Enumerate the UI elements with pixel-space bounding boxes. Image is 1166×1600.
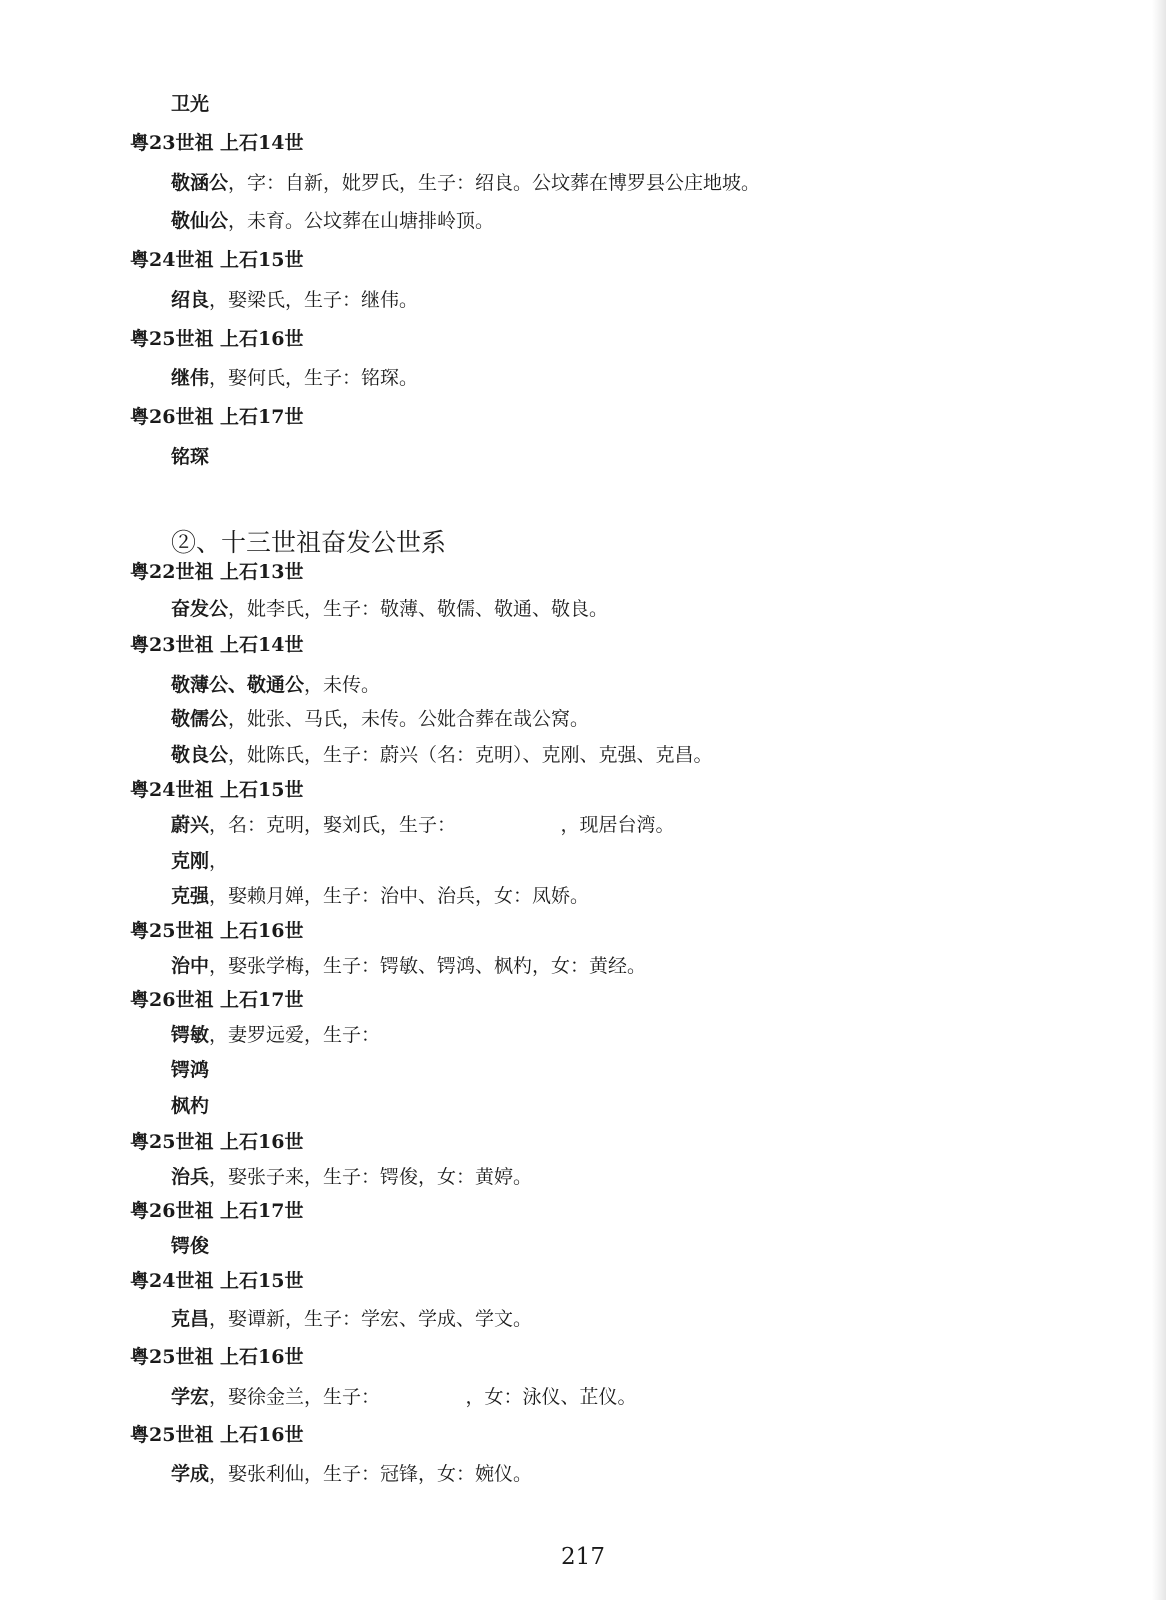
person-name: 铭琛 <box>171 446 210 468</box>
person-details: ，未育。公坟葬在山塘排岭顶。 <box>228 210 495 232</box>
person-details: ，娶何氏，生子：铭琛。 <box>209 367 419 389</box>
person-name: 敬良公 <box>171 744 229 766</box>
person-entry <box>171 287 418 313</box>
person-details: ，名：克明，娶刘氏，生子： ，现居台湾。 <box>209 814 675 836</box>
person-details: ，妣李氏，生子：敬薄、敬儒、敬通、敬良。 <box>228 598 609 620</box>
person-name: 治中 <box>171 955 210 977</box>
person-name: 枫杓 <box>171 1095 210 1117</box>
person-details: ，娶张利仙，生子：冠锋，女：婉仪。 <box>209 1463 533 1485</box>
person-details: ，妣陈氏，生子：蔚兴（名：克明）、克刚、克强、克昌。 <box>228 744 713 766</box>
section-title: ②、十三世祖奋发公世系 <box>171 528 447 557</box>
person-entry <box>171 1306 532 1332</box>
person-details: ，娶赖月婵，生子：治中、治兵，女：凤娇。 <box>209 885 590 907</box>
person-entry <box>171 1233 209 1259</box>
person-details: ，娶谭新，生子：学宏、学成、学文。 <box>209 1308 533 1330</box>
person-details: ，妣张、马氏，未传。公妣合葬在哉公窝。 <box>228 708 590 730</box>
person-name: 锷俊 <box>171 1235 210 1257</box>
person-entry <box>171 1022 380 1048</box>
person-entry <box>171 365 418 391</box>
generation-heading: 粤25世祖 上石16世 <box>130 1131 304 1153</box>
person-name: 锷敏 <box>171 1024 210 1046</box>
person-name: 奋发公 <box>171 598 229 620</box>
person-name: 继伟 <box>171 367 210 389</box>
generation-heading: 粤23世祖 上石14世 <box>130 132 304 154</box>
person-entry <box>171 953 646 979</box>
person-entry <box>171 596 608 622</box>
person-name: 敬儒公 <box>171 708 229 730</box>
person-entry <box>171 1093 209 1119</box>
person-entry <box>171 1461 532 1487</box>
generation-heading: 粤25世祖 上石16世 <box>130 1346 304 1368</box>
person-name: 学成 <box>171 1463 210 1485</box>
person-entry <box>171 706 589 732</box>
scan-edge-shadow <box>1152 0 1166 1600</box>
person-name: 卫光 <box>171 93 210 115</box>
generation-heading: 粤24世祖 上石15世 <box>130 249 304 271</box>
generation-heading: 粤24世祖 上石15世 <box>130 779 304 801</box>
generation-heading: 粤26世祖 上石17世 <box>130 989 304 1011</box>
generation-heading: 粤22世祖 上石13世 <box>130 561 304 583</box>
generation-heading: 粤24世祖 上石15世 <box>130 1270 304 1292</box>
person-name: 克强 <box>171 885 210 907</box>
person-details: ，娶徐金兰，生子： ，女：泳仪、芷仪。 <box>209 1386 637 1408</box>
generation-heading: 粤25世祖 上石16世 <box>130 328 304 350</box>
person-entry <box>171 1057 209 1083</box>
person-details: ，字：自新，妣罗氏，生子：绍良。公坟葬在博罗县公庄地坡。 <box>228 172 761 194</box>
person-details: ，娶张子来，生子：锷俊，女：黄婷。 <box>209 1166 533 1188</box>
person-details: ，娶张学梅，生子：锷敏、锷鸿、枫杓，女：黄经。 <box>209 955 647 977</box>
person-name: 蔚兴 <box>171 814 210 836</box>
generation-heading: 粤23世祖 上石14世 <box>130 634 304 656</box>
generation-heading: 粤26世祖 上石17世 <box>130 406 304 428</box>
person-name: 敬仙公 <box>171 210 229 232</box>
person-entry <box>171 742 713 768</box>
generation-heading: 粤25世祖 上石16世 <box>130 920 304 942</box>
person-name: 治兵 <box>171 1166 210 1188</box>
person-details: ，未传。 <box>304 674 381 696</box>
person-details: ，娶梁氏，生子：继伟。 <box>209 289 419 311</box>
person-name: 克昌 <box>171 1308 210 1330</box>
person-entry <box>171 1164 532 1190</box>
person-entry <box>171 672 380 698</box>
person-entry <box>171 444 209 470</box>
person-entry <box>171 91 209 117</box>
person-details: ， <box>209 850 229 872</box>
person-name: 学宏 <box>171 1386 210 1408</box>
person-name: 绍良 <box>171 289 210 311</box>
person-entry <box>171 848 228 874</box>
person-name: 锷鸿 <box>171 1059 210 1081</box>
person-name: 敬涵公 <box>171 172 229 194</box>
person-details: ，妻罗远爱，生子： <box>209 1024 381 1046</box>
generation-heading: 粤25世祖 上石16世 <box>130 1424 304 1446</box>
person-entry <box>171 883 589 909</box>
person-entry <box>171 812 675 838</box>
person-entry <box>171 1384 637 1410</box>
page-number: 217 <box>561 1544 605 1570</box>
person-name: 克刚 <box>171 850 210 872</box>
person-name: 敬薄公、敬通公 <box>171 674 305 696</box>
person-entry <box>171 170 760 196</box>
generation-heading: 粤26世祖 上石17世 <box>130 1200 304 1222</box>
person-entry <box>171 208 494 234</box>
